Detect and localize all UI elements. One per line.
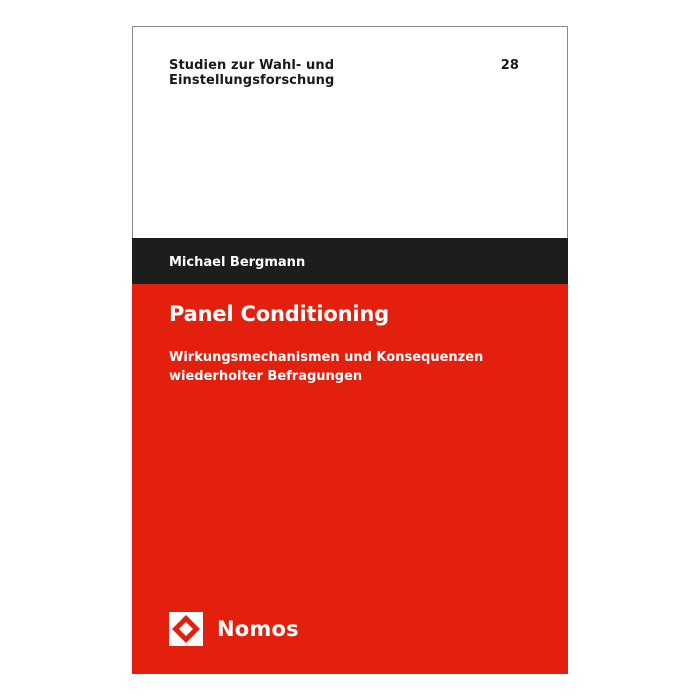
subtitle-line-1: Wirkungsmechanismen und Konsequenzen (169, 350, 484, 365)
publisher-block (169, 612, 299, 646)
book-subtitle (169, 348, 509, 386)
series-title: Studien zur Wahl- und Einstellungsforschung (169, 58, 335, 88)
author-band (132, 238, 568, 284)
subtitle-line-2: wiederholter Befragungen (169, 369, 363, 384)
book-cover (132, 26, 568, 674)
publisher-name: Nomos (217, 617, 299, 641)
series-number: 28 (500, 58, 519, 73)
book-title: Panel Conditioning (169, 302, 389, 326)
nomos-logo-icon (169, 612, 203, 646)
series-header (169, 58, 519, 88)
author-name: Michael Bergmann (169, 255, 306, 270)
title-panel (132, 284, 568, 674)
